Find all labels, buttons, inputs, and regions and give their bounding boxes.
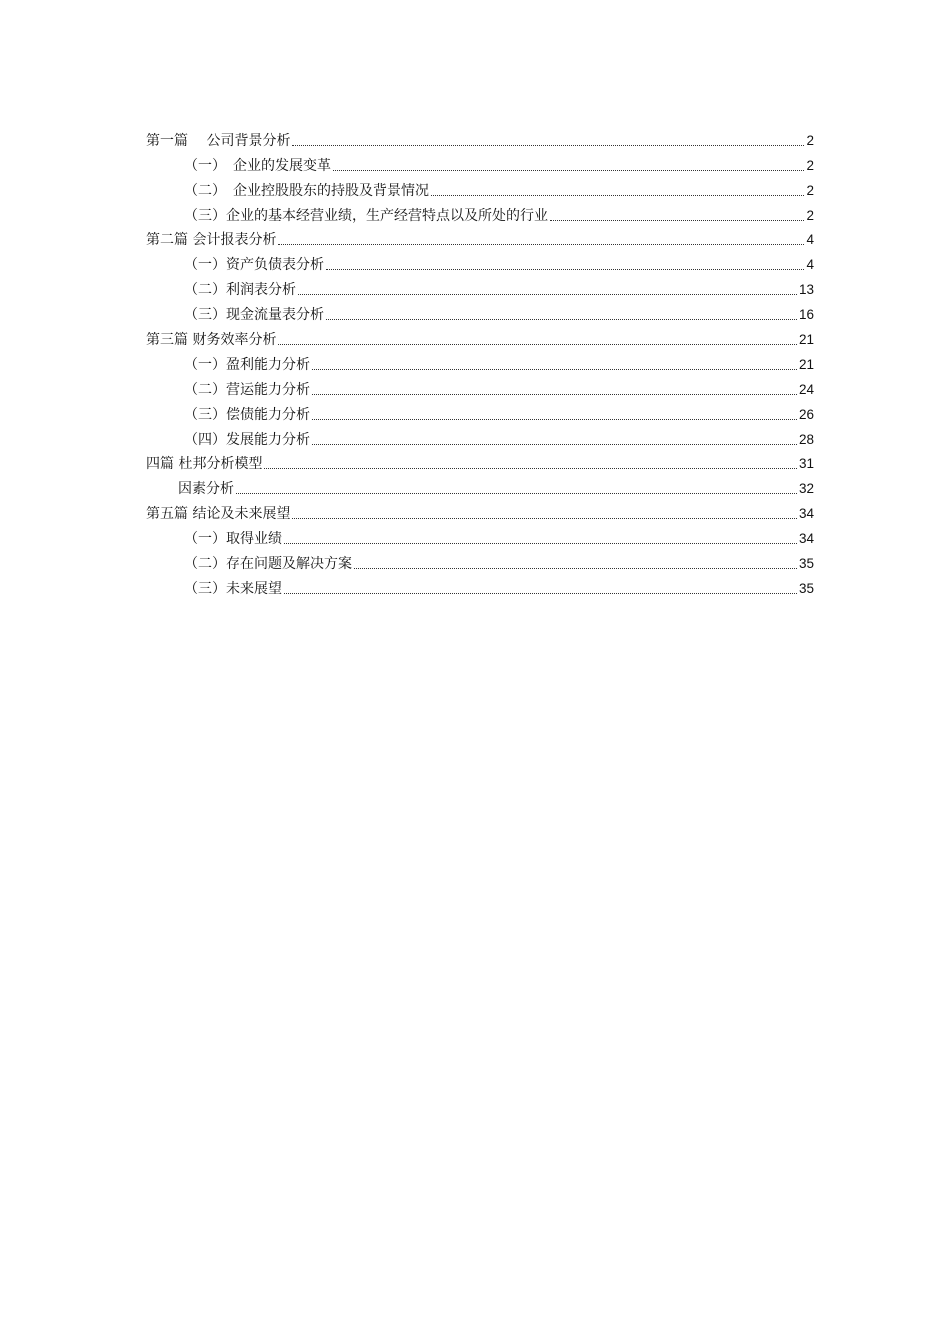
toc-entry[interactable] xyxy=(146,425,814,450)
toc-entry-page-number: 13 xyxy=(798,282,814,298)
toc-entry-page-number: 24 xyxy=(798,381,814,397)
toc-entry-title: （二） 企业控股股东的持股及背景情况 xyxy=(184,182,429,199)
dot-leader xyxy=(298,294,797,295)
toc-entry[interactable] xyxy=(146,375,814,400)
toc-entry-title: 第一篇 公司背景分析 xyxy=(146,132,291,149)
toc-entry-page-number: 28 xyxy=(798,431,814,447)
toc-entry-title: 四篇 杜邦分析模型 xyxy=(146,456,263,473)
toc-entry-title: （三）现金流量表分析 xyxy=(184,307,324,324)
dot-leader xyxy=(354,568,797,569)
toc-entry[interactable] xyxy=(146,400,814,425)
toc-entry-title: 第五篇 结论及未来展望 xyxy=(146,506,291,523)
toc-entry[interactable] xyxy=(146,201,814,226)
toc-entry-page-number: 2 xyxy=(806,132,814,148)
toc-entry-title: 第二篇 会计报表分析 xyxy=(146,232,277,249)
toc-entry-title: （一）资产负债表分析 xyxy=(184,257,324,274)
toc-entry-title: （三）企业的基本经营业绩，生产经营特点以及所处的行业 xyxy=(184,207,548,224)
toc-entry[interactable] xyxy=(146,176,814,201)
toc-entry-page-number: 35 xyxy=(798,580,814,596)
toc-entry-title: （二）营运能力分析 xyxy=(184,381,310,398)
dot-leader xyxy=(292,145,804,146)
toc-entry-page-number: 32 xyxy=(798,481,814,497)
dot-leader xyxy=(264,468,797,469)
toc-entry[interactable] xyxy=(146,450,814,475)
toc-entry-page-number: 4 xyxy=(806,257,814,273)
dot-leader xyxy=(326,269,804,270)
toc-entry-page-number: 34 xyxy=(798,506,814,522)
dot-leader xyxy=(312,394,797,395)
dot-leader xyxy=(278,344,797,345)
toc-entry[interactable] xyxy=(146,325,814,350)
toc-entry-title: （一）盈利能力分析 xyxy=(184,356,310,373)
dot-leader xyxy=(550,220,804,221)
dot-leader xyxy=(284,593,797,594)
toc-entry-title: （三）未来展望 xyxy=(184,580,282,597)
toc-entry[interactable] xyxy=(146,275,814,300)
dot-leader xyxy=(312,369,797,370)
dot-leader xyxy=(278,244,804,245)
toc-entry[interactable] xyxy=(146,549,814,574)
toc-entry-page-number: 31 xyxy=(798,456,814,472)
dot-leader xyxy=(284,543,797,544)
toc-entry-title: 因素分析 xyxy=(178,481,234,498)
table-of-contents xyxy=(146,126,814,599)
toc-entry-page-number: 4 xyxy=(806,232,814,248)
toc-entry-page-number: 16 xyxy=(798,307,814,323)
toc-entry[interactable] xyxy=(146,350,814,375)
toc-entry-page-number: 2 xyxy=(806,207,814,223)
toc-entry[interactable] xyxy=(146,151,814,176)
toc-entry[interactable] xyxy=(146,474,814,499)
toc-entry-page-number: 2 xyxy=(806,157,814,173)
toc-entry-title: （一） 企业的发展变革 xyxy=(184,157,331,174)
toc-entry-page-number: 21 xyxy=(798,332,814,348)
toc-entry-page-number: 26 xyxy=(798,406,814,422)
toc-entry-page-number: 21 xyxy=(798,356,814,372)
dot-leader xyxy=(333,170,804,171)
toc-entry-title: （二）存在问题及解决方案 xyxy=(184,556,352,573)
toc-entry-page-number: 2 xyxy=(806,182,814,198)
toc-entry[interactable] xyxy=(146,126,814,151)
toc-entry[interactable] xyxy=(146,250,814,275)
toc-entry-title: 第三篇 财务效率分析 xyxy=(146,332,277,349)
toc-entry[interactable] xyxy=(146,300,814,325)
toc-entry[interactable] xyxy=(146,524,814,549)
toc-entry-title: （三）偿债能力分析 xyxy=(184,406,310,423)
dot-leader xyxy=(292,518,797,519)
dot-leader xyxy=(236,493,797,494)
dot-leader xyxy=(312,419,797,420)
toc-entry-title: （四）发展能力分析 xyxy=(184,431,310,448)
dot-leader xyxy=(431,195,804,196)
toc-entry-page-number: 35 xyxy=(798,556,814,572)
dot-leader xyxy=(326,319,797,320)
dot-leader xyxy=(312,444,797,445)
toc-entry[interactable] xyxy=(146,226,814,251)
toc-entry[interactable] xyxy=(146,499,814,524)
toc-entry-page-number: 34 xyxy=(798,531,814,547)
toc-entry-title: （二）利润表分析 xyxy=(184,282,296,299)
toc-entry-title: （一）取得业绩 xyxy=(184,531,282,548)
toc-entry[interactable] xyxy=(146,574,814,599)
